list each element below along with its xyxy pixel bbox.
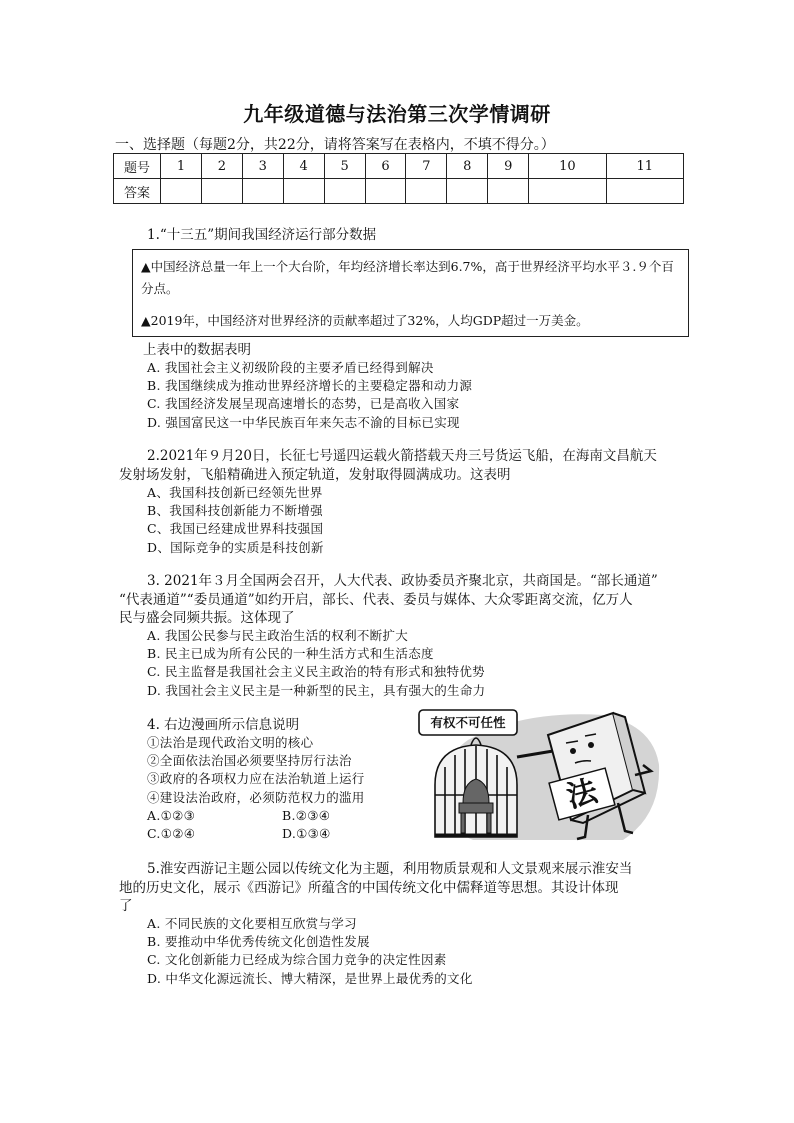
answer-table-number-row <box>114 154 684 179</box>
q4-stem: 4. 右边漫画所示信息说明 <box>147 717 300 733</box>
answer-cell[interactable] <box>242 179 283 204</box>
answer-table-answer-row <box>114 179 684 204</box>
answer-cell[interactable] <box>365 179 406 204</box>
question-number: 9 <box>488 154 529 179</box>
q1-stem: 1.“十三五”期间我国经济运行部分数据 <box>147 227 377 243</box>
section-heading-choice: 一、选择题（每题2分，共22分，请将答案写在表格内，不填不得分。） <box>115 137 555 153</box>
option[interactable]: B.②③④ <box>282 808 331 823</box>
option[interactable]: C. 民主监督是我国社会主义民主政治的特有形式和独特优势 <box>147 664 485 680</box>
question-number: 5 <box>324 154 365 179</box>
page-title: 九年级道德与法治第三次学情调研 <box>243 102 551 126</box>
option[interactable]: C. 文化创新能力已经成为综合国力竞争的决定性因素 <box>147 952 447 968</box>
q4-statements <box>147 734 365 807</box>
option[interactable]: B、我国科技创新能力不断增强 <box>147 503 323 519</box>
q1-box-line: ▲2019年，中国经济对世界经济的贡献率超过了32%，人均GDP超过一万美金。 <box>141 313 589 328</box>
answer-cell[interactable] <box>201 179 242 204</box>
option[interactable]: A.①②③ <box>147 808 196 823</box>
option[interactable]: A. 我国社会主义初级阶段的主要矛盾已经得到解决 <box>147 360 434 375</box>
q1-data-box <box>132 249 689 337</box>
option[interactable]: C、我国已经建成世界科技强国 <box>147 521 324 537</box>
cartoon-illustration <box>413 705 661 845</box>
answer-cell[interactable] <box>283 179 324 204</box>
answer-table <box>113 153 684 204</box>
option[interactable]: D、国际竞争的实质是科技创新 <box>147 539 324 555</box>
q1-box-line: ▲中国经济总量一年上一个大台阶，年均经济增长率达到6.7%，高于世界经济平均水平３.９个百分点。 <box>141 259 674 296</box>
question-number: 4 <box>283 154 324 179</box>
question-number: 1 <box>161 154 202 179</box>
question-number: 8 <box>447 154 488 179</box>
answer-cell[interactable] <box>529 179 606 204</box>
q5-stem-line3: 了 <box>119 898 133 914</box>
q3-stem-line1: 3. 2021年３月全国两会召开，人大代表、政协委员齐聚北京，共商国是。“部长通道” <box>147 573 658 589</box>
q1-lead: 上表中的数据表明 <box>143 342 251 358</box>
q3-stem-line3: 民与盛会同频共振。这体现了 <box>119 610 295 626</box>
option[interactable]: D. 中华文化源远流长、博大精深，是世界上最优秀的文化 <box>147 970 473 986</box>
cartoon-sign-text: 有权不可任性 <box>430 715 506 730</box>
option[interactable]: A、我国科技创新已经领先世界 <box>147 485 323 500</box>
option[interactable]: A. 不同民族的文化要相互欣赏与学习 <box>147 916 357 931</box>
option[interactable]: C. 我国经济发展呈现高速增长的态势，已是高收入国家 <box>147 396 460 412</box>
option[interactable]: D.①③④ <box>282 826 331 841</box>
statement: ②全面依法治国必须要坚持厉行法治 <box>147 753 352 769</box>
answer-cell[interactable] <box>324 179 365 204</box>
q2-stem-line1: 2.2021年９月20日，长征七号遥四运载火箭搭载天舟三号货运飞船，在海南文昌航天 <box>147 448 657 464</box>
statement: ④建设法治政府，必须防范权力的滥用 <box>147 789 365 805</box>
q3-options <box>147 627 485 700</box>
answer-cell[interactable] <box>406 179 447 204</box>
question-number: 6 <box>365 154 406 179</box>
question-number: 3 <box>242 154 283 179</box>
question-number: 2 <box>201 154 242 179</box>
row-label-answer: 答案 <box>114 179 161 204</box>
q5-stem-line2: 地的历史文化，展示《西游记》所蕴含的中国传统文化中儒释道等思想。其设计体现 <box>119 880 619 896</box>
question-number: 11 <box>606 154 683 179</box>
statement: ①法治是现代政治文明的核心 <box>147 735 314 750</box>
answer-cell[interactable] <box>161 179 202 204</box>
option[interactable]: D. 强国富民这一中华民族百年来矢志不渝的目标已实现 <box>147 414 460 430</box>
row-label-number: 题号 <box>114 154 161 179</box>
q3-stem-line2: “代表通道”“委员通道”如约开启，部长、代表、委员与媒体、大众零距离交流，亿万人 <box>119 592 633 608</box>
q1-options <box>147 359 472 432</box>
answer-cell[interactable] <box>447 179 488 204</box>
q2-stem-line2: 发射场发射，飞船精确进入预定轨道，发射取得圆满成功。这表明 <box>119 467 511 483</box>
option[interactable]: B. 我国继续成为推动世界经济增长的主要稳定器和动力源 <box>147 378 473 394</box>
option[interactable]: D. 我国社会主义民主是一种新型的民主，具有强大的生命力 <box>147 682 486 698</box>
cartoon-book-text: 法 <box>563 773 602 816</box>
statement: ③政府的各项权力应在法治轨道上运行 <box>147 771 365 787</box>
option[interactable]: A. 我国公民参与民主政治生活的权利不断扩大 <box>147 628 409 643</box>
q5-stem-line1: 5.淮安西游记主题公园以传统文化为主题，利用物质景观和人文景观来展示淮安当 <box>147 861 633 877</box>
q2-options <box>147 484 324 557</box>
answer-cell[interactable] <box>606 179 683 204</box>
option[interactable]: B. 民主已成为所有公民的一种生活方式和生活态度 <box>147 646 434 662</box>
option[interactable]: C.①②④ <box>147 826 196 841</box>
option[interactable]: B. 要推动中华优秀传统文化创造性发展 <box>147 934 370 950</box>
q5-options <box>147 915 473 988</box>
question-number: 7 <box>406 154 447 179</box>
answer-cell[interactable] <box>488 179 529 204</box>
question-number: 10 <box>529 154 606 179</box>
